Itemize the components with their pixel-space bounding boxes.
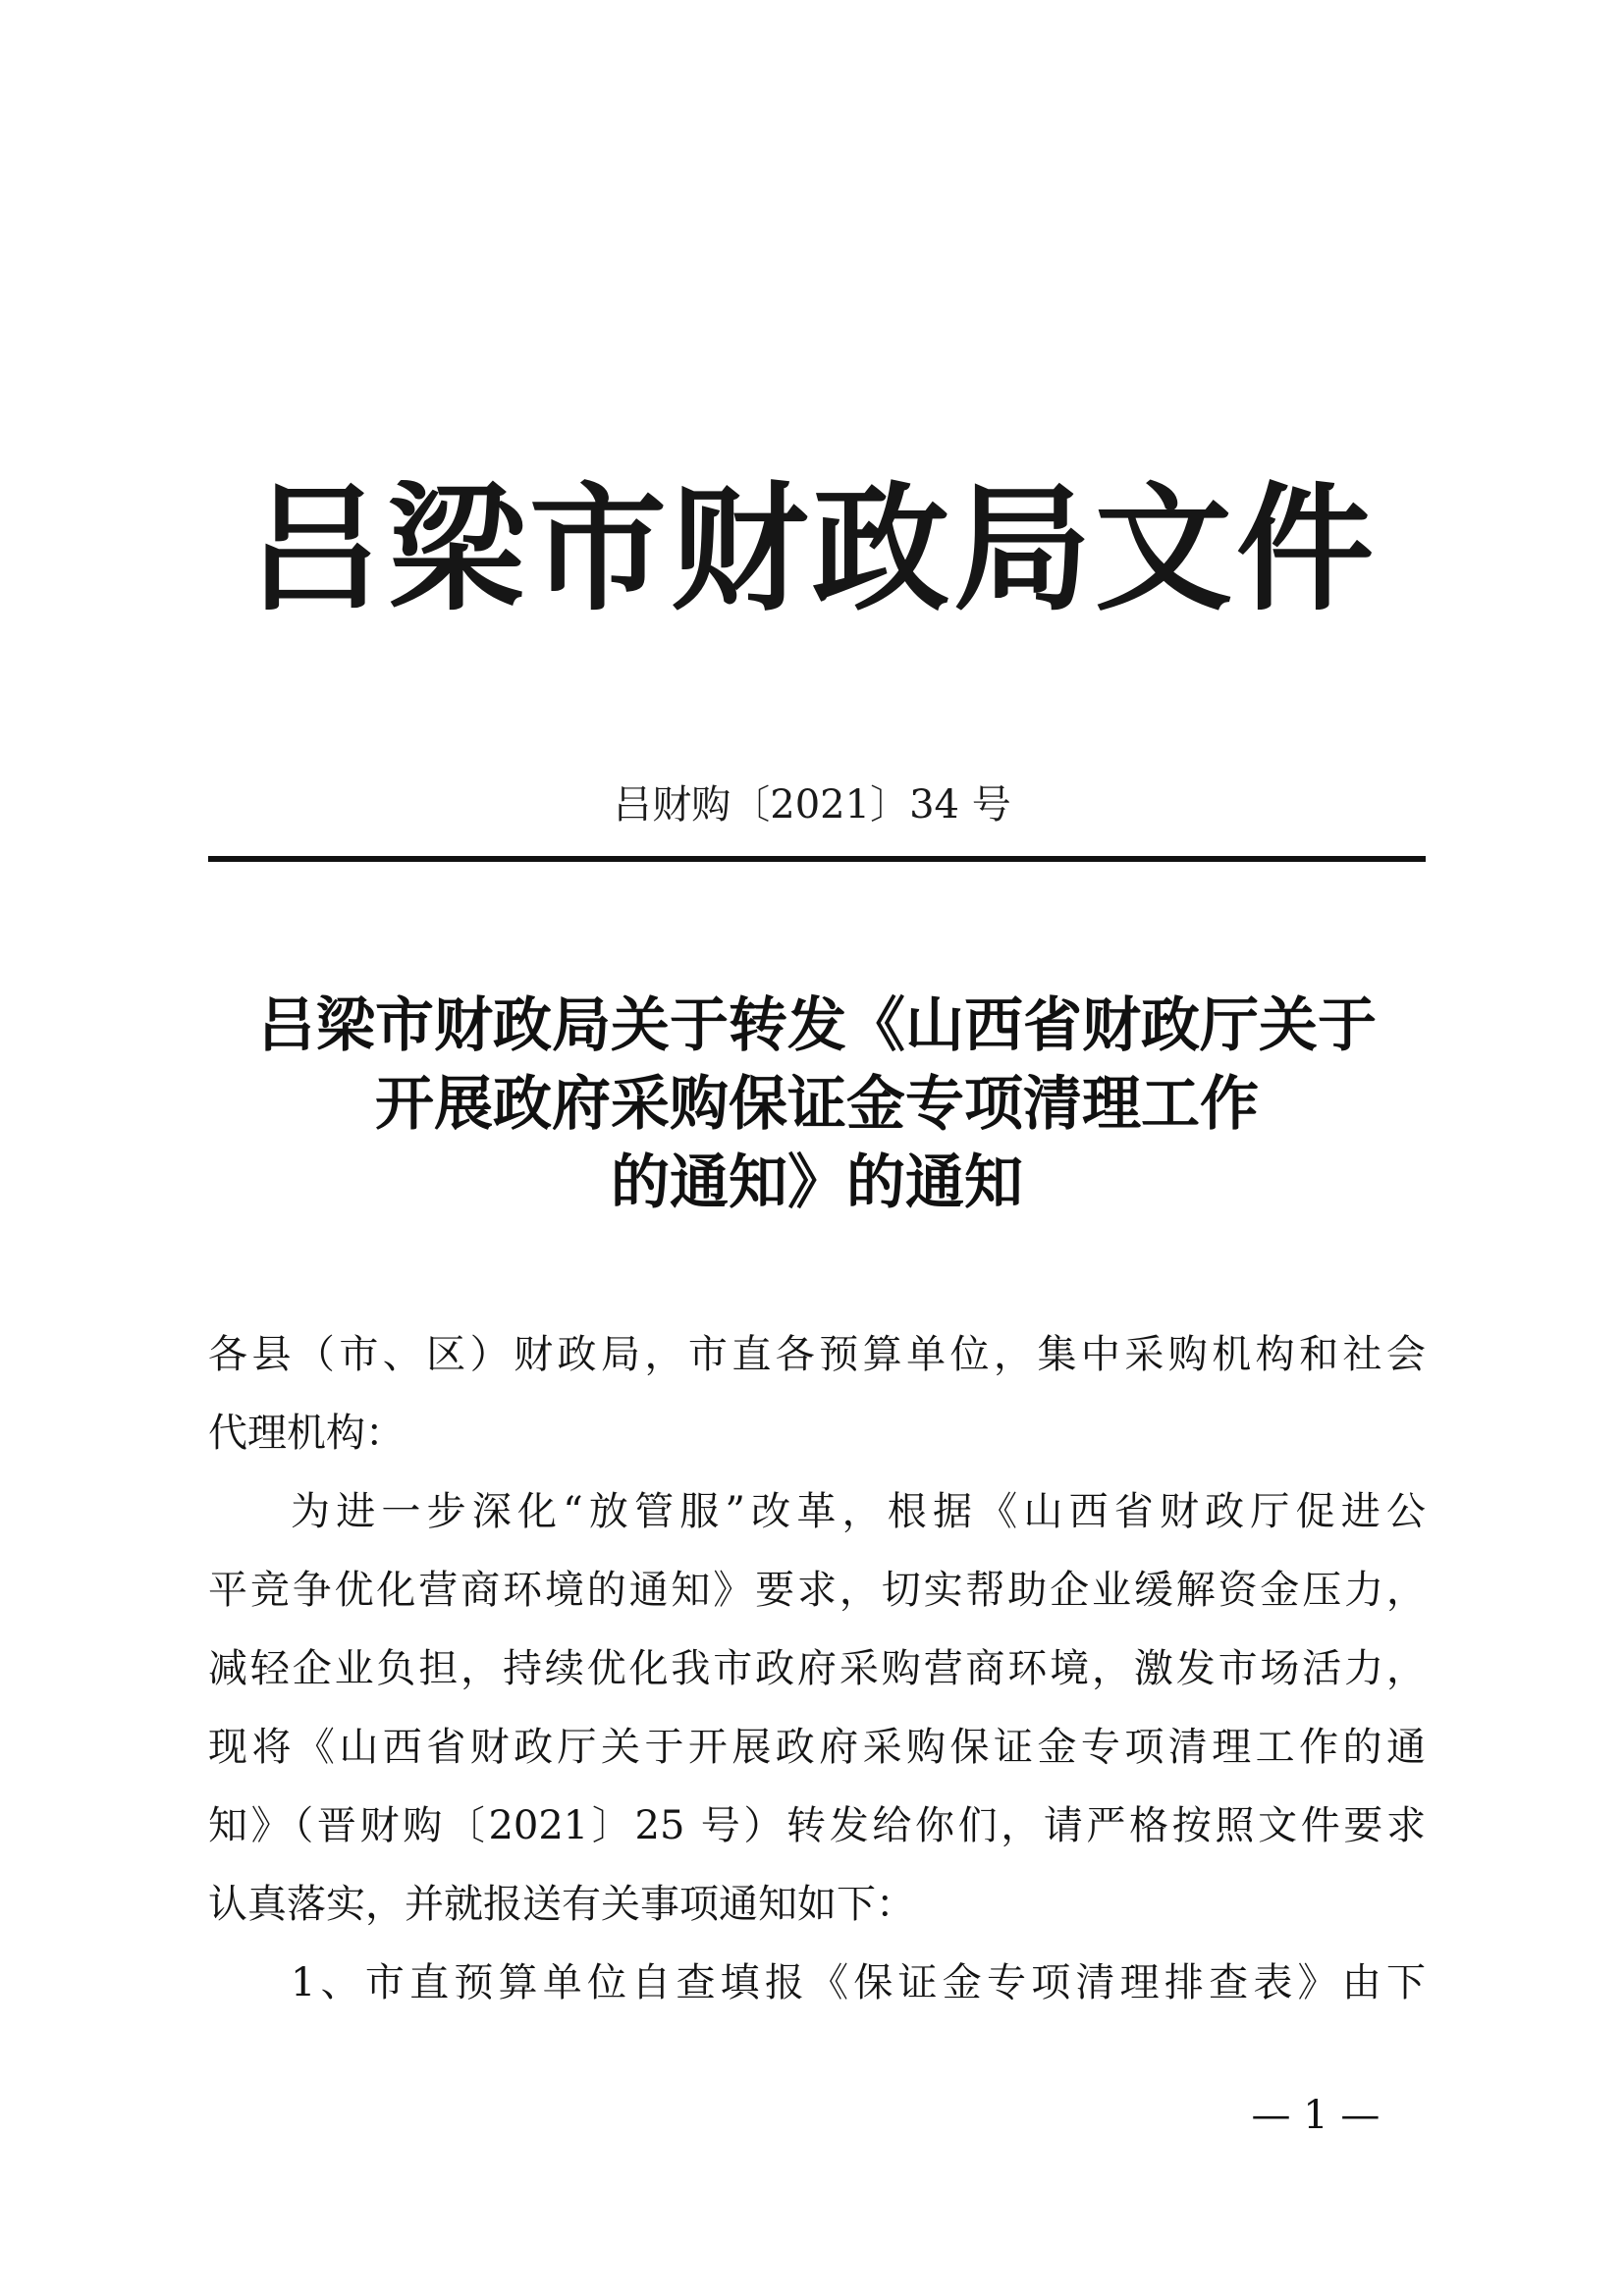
page-number: — 1 — xyxy=(1251,2093,1380,2138)
paragraph-line: 平竞争优化营商环境的通知》要求，切实帮助企业缓解资金压力， xyxy=(208,1568,1426,1613)
paragraph-line: 为进一步深化“放管服”改革，根据《山西省财政厅促进公 xyxy=(291,1489,1426,1534)
paragraph-line: 认真落实，并就报送有关事项通知如下： xyxy=(208,1882,915,1927)
paragraph-line: 减轻企业负担，持续优化我市政府采购营商环境，激发市场活力， xyxy=(208,1646,1426,1691)
document-number: 吕财购〔2021〕34 号 xyxy=(613,782,1011,828)
issuer-title: 吕梁市财政局文件 xyxy=(245,469,1378,630)
notice-title xyxy=(208,987,1426,1222)
body-text xyxy=(208,1315,1426,2022)
title-line: 的通知》的通知 xyxy=(611,1148,1023,1217)
paragraph-line: 1、市直预算单位自查填报《保证金专项清理排查表》由下 xyxy=(291,1960,1426,2005)
header-divider xyxy=(208,856,1426,862)
paragraph-line: 现将《山西省财政厅关于开展政府采购保证金专项清理工作的通 xyxy=(208,1725,1426,1770)
addressee-line: 各县（市、区）财政局，市直各预算单位，集中采购机构和社会 xyxy=(208,1332,1426,1377)
title-line: 吕梁市财政局关于转发《山西省财政厅关于 xyxy=(257,991,1377,1060)
title-line: 开展政府采购保证金专项清理工作 xyxy=(375,1070,1259,1139)
addressee-line: 代理机构： xyxy=(208,1411,405,1456)
paragraph-line: 知》（晋财购〔2021〕25 号）转发给你们，请严格按照文件要求 xyxy=(208,1803,1426,1848)
